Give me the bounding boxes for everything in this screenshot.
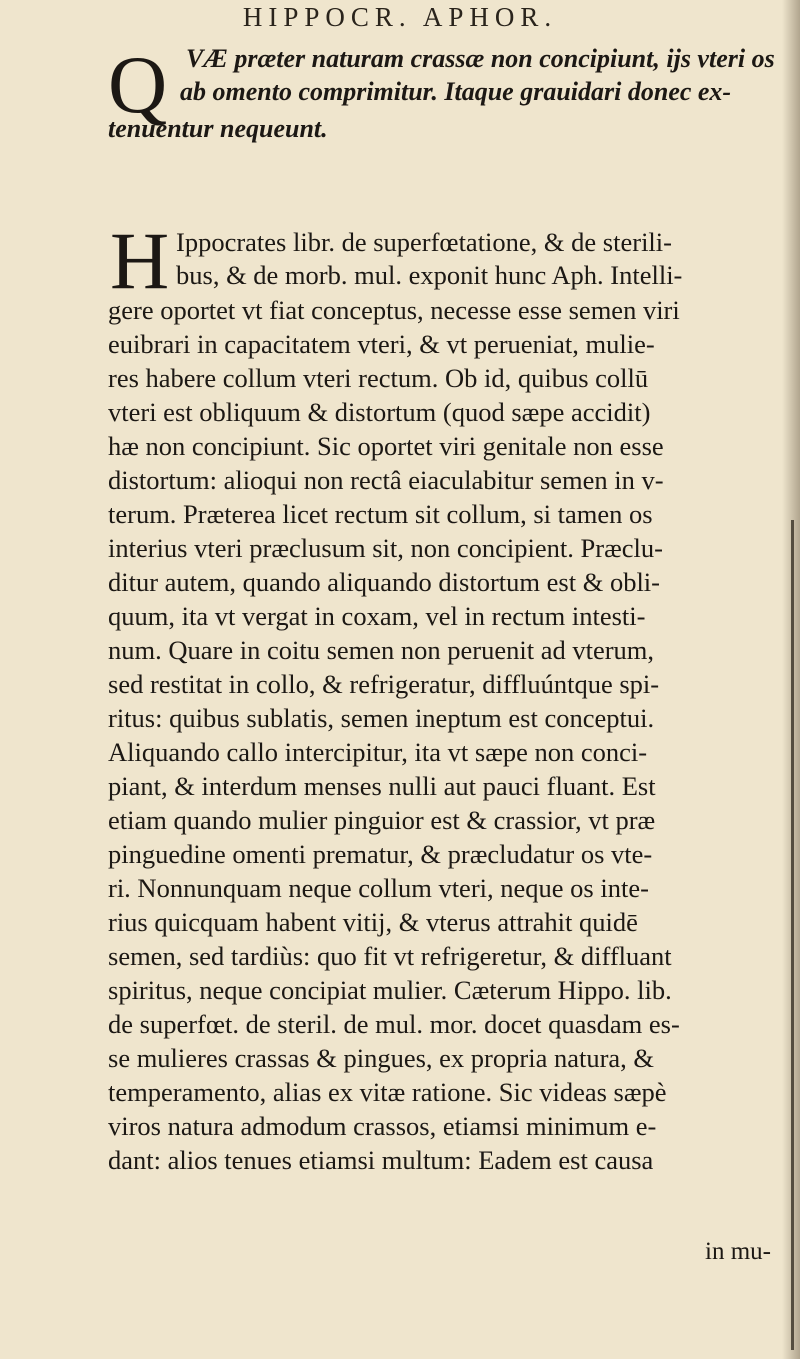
aphorism-line: tenuentur nequeunt.	[108, 114, 328, 143]
commentary-line: euibrari in capacitatem vteri, & vt perueniat, mulie-	[108, 329, 655, 359]
aphorism-line: ab omento comprimitur. Itaque grauidari donec ex-	[180, 77, 732, 106]
page-edge-shadow	[782, 0, 800, 1359]
commentary-line: se mulieres crassas & pingues, ex propria natura, &	[108, 1043, 655, 1073]
commentary-line: hæ non concipiunt. Sic oportet viri genitale non esse	[108, 431, 664, 461]
aphorism-block	[108, 40, 788, 160]
commentary-line: ri. Nonnunquam neque collum vteri, neque os inte-	[108, 873, 649, 903]
commentary-line: bus, & de morb. mul. exponit hunc Aph. Intelli-	[176, 260, 683, 290]
commentary-line: num. Quare in coitu semen non peruenit ad vterum,	[108, 635, 655, 665]
commentary-line: sed restitat in collo, & refrigeratur, diffluúntque spi-	[108, 669, 660, 699]
commentary-drop-initial: H	[110, 215, 170, 306]
commentary-line: semen, sed tardiùs: quo fit vt refrigeretur, & diffluant	[108, 941, 672, 971]
commentary-line: dant: alios tenues etiamsi multum: Eadem est causa	[108, 1145, 654, 1175]
commentary-line: pinguedine omenti prematur, & præcludatur os vte-	[108, 839, 653, 869]
commentary-line: Aliquando callo intercipitur, ita vt sæpe non conci-	[108, 737, 648, 767]
commentary-line: piant, & interdum menses nulli aut pauci fluant. Est	[108, 771, 656, 801]
commentary-line: viros natura admodum crassos, etiamsi minimum e-	[108, 1111, 657, 1141]
catchword: in mu-	[705, 1238, 771, 1265]
aphorism-drop-initial: Q	[108, 39, 168, 130]
commentary-line: ditur autem, quando aliquando distortum est & obli-	[108, 567, 660, 597]
commentary-line: Ippocrates libr. de superfœtatione, & de sterili-	[176, 227, 672, 257]
commentary-line: quum, ita vt vergat in coxam, vel in rectum intesti-	[108, 601, 646, 631]
commentary-line: interius vteri præclusum sit, non concipient. Præclu-	[108, 533, 663, 563]
commentary-line: vteri est obliquum & distortum (quod sæpe accidit)	[108, 397, 651, 427]
commentary-line: ritus: quibus sublatis, semen ineptum est conceptui.	[108, 703, 655, 733]
commentary-line: temperamento, alias ex vitæ ratione. Sic videas sæpè	[108, 1077, 667, 1107]
commentary-block	[108, 215, 798, 1286]
commentary-line: spiritus, neque concipiat mulier. Cæterum Hippo. lib.	[108, 975, 672, 1005]
running-head: HIPPOCR. APHOR.	[242, 2, 558, 32]
commentary-line: terum. Præterea licet rectum sit collum, si tamen os	[108, 499, 653, 529]
commentary-line: res habere collum vteri rectum. Ob id, quibus collū	[108, 363, 649, 393]
commentary-line: etiam quando mulier pinguior est & crassior, vt præ	[108, 805, 656, 835]
commentary-line: de superfœt. de steril. de mul. mor. docet quasdam es-	[108, 1009, 680, 1039]
commentary-line: rius quicquam habent vitij, & vterus attrahit quidē	[108, 907, 638, 937]
aphorism-line: VÆ præter naturam crassæ non concipiunt, ijs vteri os	[186, 44, 775, 73]
commentary-line: gere oportet vt fiat conceptus, necesse esse semen viri	[108, 295, 680, 325]
commentary-line: distortum: alioqui non rectâ eiaculabitur semen in v-	[108, 465, 664, 495]
